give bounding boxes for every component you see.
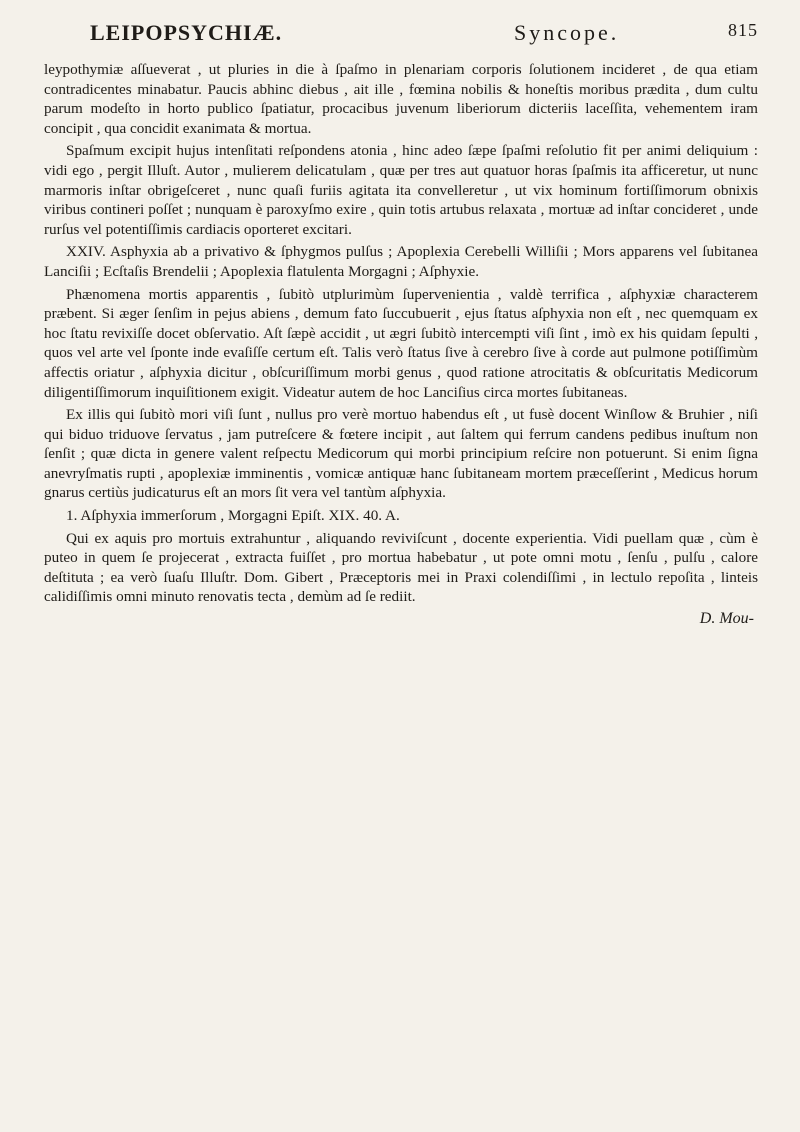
body-text	[44, 60, 758, 607]
page-number: 815	[728, 20, 758, 40]
section-heading-paragraph: XXIV. Asphyxia ab a privativo & ſphygmos pulſus ; Apoplexia Cerebelli Williſii ; Mors apparens vel ſubitanea Lanciſii ; Ecſtaſis Brendelii ; Apoplexia flatulenta Morgagni ; Aſphyxie.	[44, 243, 758, 280]
running-header	[44, 20, 758, 60]
running-subtitle: Syncope.	[514, 20, 620, 45]
paragraph: Qui ex aquis pro mortuis extrahuntur , aliquando reviviſcunt , docente experientia. Vidi puellam quæ , cùm è puteo in quem ſe projecerat , extracta fuiſſet , pro mortua habebatur , ut pote omni motu , ſenſu , pulſu , calore deſtituta ; ea verò ſuaſu Illuſtr. Dom. Gibert , Præceptoris mei in Praxi colendiſſimi , in lectulo repoſita , linteis calidiſſimis omni minuto renovatis tecta , demùm ad ſe rediit.	[44, 529, 758, 606]
paragraph: Spaſmum excipit hujus intenſitati reſpondens atonia , hinc adeo ſæpe ſpaſmi reſolutio fit per animi deliquium : vidi ego , pergit Illuſt. Autor , mulierem delicatulam , quæ per tres aut quatuor horas ſpaſmis ita afficeretur, ut nunc marmoris inſtar obrigeſceret , nunc quaſi furiis agitata ita convelleretur , ut vix hominum fortiſſimorum obnixis viribus contineri poſſet ; nunquam è paroxyſmo exire , quin totis artubus relaxata , mortuæ ad inſtar concideret , unde rurſus vel potentiſſimis cardiacis oporteret excitari.	[44, 142, 758, 238]
paragraph: Ex illis qui ſubitò mori viſi ſunt , nullus pro verè mortuo habendus eſt , ut fusè docent Winſlow & Bruhier , niſi qui biduo triduove ſervatus , jam putreſcere & fœtere incipit , aut ſaltem qui ferrum candens pedibus inuſtum non ſenſit ; quæ dicta in genere valent reſpectu Medicorum qui morbi principium reſcire non potuerunt. Si enim ſigna anevryſmatis rupti , apoplexiæ imminentis , vomicæ antiquæ hanc ſubitaneam mortem præceſſerint , Medicus horum gnarus certiùs judicaturus eſt an mors ſit vera vel tantùm aſphyxia.	[44, 406, 758, 502]
paragraph: leypothymiæ aſſueverat , ut pluries in die à ſpaſmo in plenariam corporis ſolutionem incideret , de qua etiam contradicentes minabatur. Paucis abhinc diebus , ait ille , fœmina nobilis & honeſtis moribus prædita , dum cultu parum modeſto in horto publico ſpatiatur, procacibus juvenum liberiorum dicteriis laceſſita, vehementem iram concipit , qua concidit exanimata & mortua.	[44, 61, 758, 137]
catchword: D. Mou-	[699, 610, 754, 628]
paragraph: Phænomena mortis apparentis , ſubitò utplurimùm ſupervenientia , valdè terrifica , aſphyxiæ characterem præbent. Si æger ſenſim in pejus abiens , demum fato ſuccubuerit , ejus ſtatus aſphyxia non eſt , nec quemquam ex hoc ſtatu revixiſſe docet obſervatio. Aſt ſæpè accidit , ut ægri ſubitò intercempti viſi ſint , imò ex his quidam ſepulti , quos vel arte vel ſponte inde evaſiſſe certum eſt. Talis verò ſtatus ſive à cerebro ſive à corde aut pulmone potiſſimùm affectis oriatur , aſphyxia dicitur , obſcuriſſimum morbi genus , quod ratione atrocitatis & obſcuritatis Medicorum diligentiſſimorum inquiſitionem exigit. Videatur autem de hoc Lanciſius circa mortes ſubitaneas.	[44, 285, 758, 401]
running-title: LEIPOPSYCHIÆ.	[90, 20, 283, 45]
list-item-heading: 1. Aſphyxia immerſorum , Morgagni Epiſt. XIX. 40. A.	[66, 507, 400, 525]
